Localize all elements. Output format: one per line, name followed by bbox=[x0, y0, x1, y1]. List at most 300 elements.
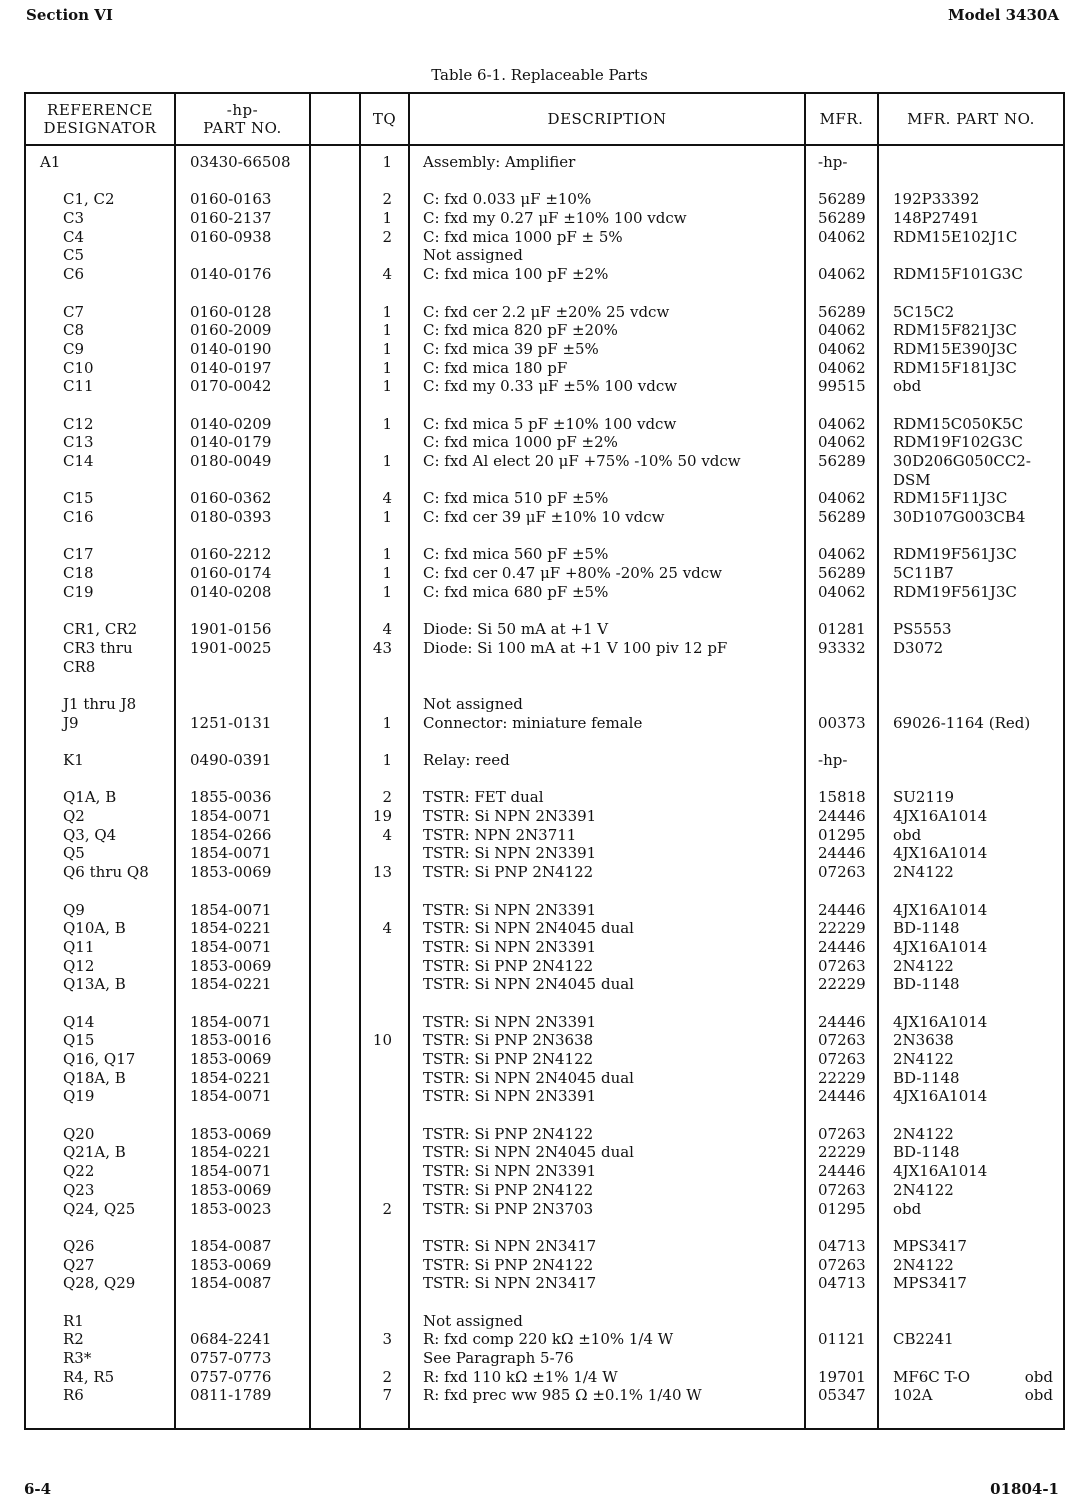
page-number: 6-4 bbox=[24, 1480, 52, 1498]
col-header-tq: TQ bbox=[372, 110, 397, 128]
cell-reference: C17 bbox=[63, 545, 94, 564]
cell-hp-part-no: 1854-0266 bbox=[190, 825, 272, 844]
cell-mfr: 56289 bbox=[818, 508, 866, 527]
cell-hp-part-no: 0170-0042 bbox=[190, 377, 272, 396]
cell-description: TSTR: Si NPN 2N3391 bbox=[423, 937, 597, 956]
spacer-row bbox=[26, 1218, 1063, 1237]
cell-description: TSTR: Si NPN 2N3391 bbox=[423, 1162, 597, 1181]
cell-description: C: fxd mica 100 pF ±2% bbox=[423, 265, 609, 284]
table-row bbox=[26, 1181, 1063, 1200]
table-row bbox=[26, 228, 1063, 247]
cell-mfr-part-no: 30D206G050CC2- bbox=[893, 452, 1031, 470]
table-row bbox=[26, 901, 1063, 920]
cell-mfr: 24446 bbox=[818, 937, 866, 956]
table-row bbox=[26, 359, 1063, 378]
cell-mfr-part-no: RDM19F102G3C bbox=[893, 433, 1023, 452]
cell-mfr-part-no: 4JX16A1014 bbox=[893, 1162, 988, 1181]
cell-hp-part-no: 1853-0016 bbox=[190, 1031, 272, 1050]
cell-reference: C15 bbox=[63, 489, 94, 508]
table-row bbox=[26, 1368, 1063, 1387]
cell-description: TSTR: Si PNP 2N4122 bbox=[423, 956, 594, 975]
cell-tq: 1 bbox=[382, 713, 392, 732]
cell-mfr-part-no: 2N3638 bbox=[893, 1031, 954, 1050]
cell-mfr-part-no: RDM19F561J3C bbox=[893, 545, 1017, 564]
table-row bbox=[26, 1330, 1063, 1349]
cell-reference: C13 bbox=[63, 433, 94, 452]
cell-mfr-part-no: obd bbox=[893, 1199, 922, 1218]
cell-mfr-part-no: 4JX16A1014 bbox=[893, 844, 988, 863]
cell-tq: 1 bbox=[382, 508, 392, 527]
cell-reference: C3 bbox=[63, 209, 85, 228]
cell-tq: 1 bbox=[382, 751, 392, 769]
cell-description: R: fxd 110 kΩ ±1% 1/4 W bbox=[423, 1367, 618, 1386]
cell-mfr: 24446 bbox=[818, 807, 866, 826]
cell-mfr-part-no: 2N4122 bbox=[893, 956, 954, 975]
cell-reference: R1 bbox=[63, 1311, 84, 1330]
cell-tq: 2 bbox=[382, 788, 392, 807]
cell-hp-part-no: 1854-0087 bbox=[190, 1274, 272, 1293]
cell-description: Diode: Si 100 mA at +1 V 100 piv 12 pF bbox=[423, 638, 728, 657]
spacer-row bbox=[26, 284, 1063, 303]
cell-reference: C9 bbox=[63, 339, 85, 358]
cell-mfr: 04062 bbox=[818, 433, 866, 452]
cell-mfr: 07263 bbox=[818, 863, 866, 882]
cell-mfr: 07263 bbox=[818, 1050, 866, 1068]
table-body bbox=[26, 153, 1063, 1405]
cell-reference: Q12 bbox=[63, 956, 95, 975]
table-row bbox=[26, 340, 1063, 359]
cell-description: TSTR: Si NPN 2N4045 dual bbox=[423, 1143, 634, 1162]
cell-description: C: fxd my 0.33 μF ±5% 100 vdcw bbox=[423, 377, 678, 396]
cell-mfr: 22229 bbox=[818, 975, 866, 994]
cell-reference: Q16, Q17 bbox=[63, 1050, 136, 1068]
table-row bbox=[26, 826, 1063, 845]
cell-reference: R3* bbox=[63, 1349, 92, 1367]
cell-mfr-part-no: MPS3417 bbox=[893, 1274, 967, 1293]
cell-tq: 19 bbox=[372, 807, 392, 826]
cell-tq: 2 bbox=[382, 190, 392, 209]
cell-mfr: 56289 bbox=[818, 209, 866, 228]
table-row bbox=[26, 807, 1063, 826]
cell-mfr-part-no: BD-1148 bbox=[893, 1143, 960, 1162]
table-row bbox=[26, 751, 1063, 770]
cell-description: TSTR: Si NPN 2N3391 bbox=[423, 1012, 597, 1031]
spacer-row bbox=[26, 172, 1063, 191]
table-row bbox=[26, 265, 1063, 284]
cell-mfr: 24446 bbox=[818, 1087, 866, 1106]
cell-hp-part-no: 0160-0128 bbox=[190, 302, 272, 321]
cell-mfr: 24446 bbox=[818, 1012, 866, 1031]
cell-tq: 4 bbox=[382, 620, 392, 639]
cell-hp-part-no: 0811-1789 bbox=[190, 1386, 272, 1405]
cell-mfr: 22229 bbox=[818, 1143, 866, 1162]
cell-mfr: 24446 bbox=[818, 1162, 866, 1181]
cell-hp-part-no: 1854-0071 bbox=[190, 1012, 272, 1031]
cell-mfr-part-no: 148P27491 bbox=[893, 209, 980, 228]
table-row bbox=[26, 863, 1063, 882]
cell-description: TSTR: Si NPN 2N3391 bbox=[423, 1087, 597, 1106]
cell-mfr-part-no: MPS3417 bbox=[893, 1236, 967, 1255]
table-row bbox=[26, 788, 1063, 807]
cell-reference: R4, R5 bbox=[63, 1367, 115, 1386]
cell-mfr: 56289 bbox=[818, 564, 866, 583]
parts-table bbox=[24, 92, 1065, 1430]
cell-description: C: fxd mica 39 pF ±5% bbox=[423, 339, 599, 358]
cell-mfr-part-no: 5C15C2 bbox=[893, 302, 955, 321]
cell-tq: 1 bbox=[382, 564, 392, 583]
cell-mfr-part-no: 2N4122 bbox=[893, 1124, 954, 1143]
cell-hp-part-no: 0140-0209 bbox=[190, 414, 272, 433]
cell-mfr: 56289 bbox=[818, 302, 866, 321]
header-divider bbox=[26, 144, 1063, 146]
cell-mfr-part-no: BD-1148 bbox=[893, 919, 960, 938]
cell-mfr-part-no: 5C11B7 bbox=[893, 564, 954, 583]
cell-mfr-part-no: MF6C T-O bbox=[893, 1367, 970, 1386]
cell-hp-part-no: 1854-0221 bbox=[190, 975, 272, 994]
spacer-row bbox=[26, 396, 1063, 415]
cell-mfr: 99515 bbox=[818, 377, 866, 396]
cell-hp-part-no: 0160-0163 bbox=[190, 190, 272, 209]
cell-reference: Q9 bbox=[63, 900, 85, 919]
cell-mfr: 22229 bbox=[818, 1068, 866, 1087]
cell-reference: Q22 bbox=[63, 1162, 95, 1181]
cell-description: TSTR: Si PNP 2N4122 bbox=[423, 863, 594, 882]
cell-hp-part-no: 0160-2212 bbox=[190, 545, 272, 564]
cell-mfr: 07263 bbox=[818, 1031, 866, 1050]
cell-hp-part-no: 0140-0176 bbox=[190, 265, 272, 284]
cell-description: C: fxd mica 510 pF ±5% bbox=[423, 489, 609, 508]
cell-reference: C8 bbox=[63, 321, 85, 340]
cell-description: Relay: reed bbox=[423, 751, 510, 769]
cell-hp-part-no: 0180-0049 bbox=[190, 452, 272, 470]
table-row bbox=[26, 1087, 1063, 1106]
cell-tq: 3 bbox=[382, 1330, 392, 1349]
section-label: Section VI bbox=[26, 6, 113, 24]
col-header-description: DESCRIPTION bbox=[547, 110, 667, 128]
spacer-row bbox=[26, 1293, 1063, 1312]
cell-hp-part-no: 1853-0023 bbox=[190, 1199, 272, 1218]
cell-mfr: 19701 bbox=[818, 1367, 866, 1386]
cell-tq: 13 bbox=[372, 863, 392, 882]
cell-reference: C19 bbox=[63, 582, 94, 601]
cell-hp-part-no: 1901-0025 bbox=[190, 638, 272, 657]
cell-hp-part-no: 1855-0036 bbox=[190, 788, 272, 807]
cell-hp-part-no: 0140-0179 bbox=[190, 433, 272, 452]
table-row bbox=[26, 1256, 1063, 1275]
cell-tq: 1 bbox=[382, 321, 392, 340]
table-row bbox=[26, 1200, 1063, 1219]
cell-reference: R6 bbox=[63, 1386, 84, 1405]
cell-reference: Q23 bbox=[63, 1180, 95, 1199]
cell-hp-part-no: 1853-0069 bbox=[190, 1180, 272, 1199]
table-row bbox=[26, 714, 1063, 733]
cell-mfr-part-no: D3072 bbox=[893, 638, 944, 657]
cell-hp-part-no: 1854-0071 bbox=[190, 1162, 272, 1181]
cell-mfr: 93332 bbox=[818, 638, 866, 657]
cell-tq: 10 bbox=[372, 1031, 392, 1050]
document-number: 01804-1 bbox=[990, 1480, 1059, 1498]
cell-description: C: fxd mica 1000 pF ± 5% bbox=[423, 227, 623, 246]
cell-description: C: fxd Al elect 20 μF +75% -10% 50 vdcw bbox=[423, 452, 741, 470]
cell-mfr: 04062 bbox=[818, 339, 866, 358]
cell-mfr-part-no: 4JX16A1014 bbox=[893, 937, 988, 956]
cell-description: Not assigned bbox=[423, 246, 523, 265]
cell-reference: Q24, Q25 bbox=[63, 1199, 136, 1218]
cell-reference: A1 bbox=[40, 153, 61, 171]
cell-description: TSTR: Si PNP 2N3638 bbox=[423, 1031, 594, 1050]
cell-tq: 2 bbox=[382, 1199, 392, 1218]
cell-mfr: 04713 bbox=[818, 1236, 866, 1255]
cell-reference: Q26 bbox=[63, 1236, 95, 1255]
col-header-mfr: MFR. bbox=[819, 110, 864, 128]
cell-hp-part-no: 0160-0362 bbox=[190, 489, 272, 508]
cell-mfr: 04062 bbox=[818, 321, 866, 340]
cell-description: TSTR: Si PNP 2N3703 bbox=[423, 1199, 594, 1218]
cell-reference: Q10A, B bbox=[63, 919, 126, 938]
cell-mfr: 04062 bbox=[818, 265, 866, 284]
table-row bbox=[26, 471, 1063, 490]
cell-description: R: fxd prec ww 985 Ω ±0.1% 1/40 W bbox=[423, 1386, 702, 1405]
cell-mfr-part-no: 192P33392 bbox=[893, 190, 980, 209]
cell-reference: J9 bbox=[63, 713, 79, 732]
cell-mfr-part-no: BD-1148 bbox=[893, 1068, 960, 1087]
cell-hp-part-no: 1854-0071 bbox=[190, 844, 272, 863]
cell-description: C: fxd mica 5 pF ±10% 100 vdcw bbox=[423, 414, 677, 433]
spacer-row bbox=[26, 676, 1063, 695]
cell-hp-part-no: 0140-0208 bbox=[190, 582, 272, 601]
cell-description: Not assigned bbox=[423, 694, 523, 713]
cell-hp-part-no: 0757-0776 bbox=[190, 1367, 272, 1386]
cell-hp-part-no: 1853-0069 bbox=[190, 956, 272, 975]
cell-reference: C7 bbox=[63, 302, 85, 321]
cell-reference: C16 bbox=[63, 508, 94, 527]
cell-mfr-part-no: RDM15C050K5C bbox=[893, 414, 1024, 433]
cell-reference: Q15 bbox=[63, 1031, 95, 1050]
cell-hp-part-no: 0180-0393 bbox=[190, 508, 272, 527]
table-row bbox=[26, 246, 1063, 265]
cell-hp-part-no: 0140-0190 bbox=[190, 339, 272, 358]
table-row bbox=[26, 1069, 1063, 1088]
table-row bbox=[26, 639, 1063, 658]
cell-description: TSTR: Si PNP 2N4122 bbox=[423, 1255, 594, 1274]
cell-mfr: 04062 bbox=[818, 358, 866, 377]
table-row bbox=[26, 415, 1063, 434]
cell-hp-part-no: 0140-0197 bbox=[190, 358, 272, 377]
table-row bbox=[26, 209, 1063, 228]
cell-reference: R2 bbox=[63, 1330, 84, 1349]
cell-description: R: fxd comp 220 kΩ ±10% 1/4 W bbox=[423, 1330, 674, 1349]
cell-hp-part-no: 0160-2009 bbox=[190, 321, 272, 340]
table-row bbox=[26, 695, 1063, 714]
cell-description: C: fxd mica 820 pF ±20% bbox=[423, 321, 618, 340]
table-row bbox=[26, 508, 1063, 527]
table-row bbox=[26, 957, 1063, 976]
cell-hp-part-no: 0757-0773 bbox=[190, 1349, 272, 1367]
cell-description: TSTR: Si NPN 2N3391 bbox=[423, 844, 597, 863]
cell-hp-part-no: 0160-0174 bbox=[190, 564, 272, 583]
cell-description: TSTR: Si PNP 2N4122 bbox=[423, 1180, 594, 1199]
cell-hp-part-no: 03430-66508 bbox=[190, 153, 291, 171]
table-row bbox=[26, 620, 1063, 639]
cell-reference: C18 bbox=[63, 564, 94, 583]
cell-reference: J1 thru J8 bbox=[63, 694, 137, 713]
cell-mfr: 04062 bbox=[818, 545, 866, 564]
cell-mfr-part-no: RDM15E390J3C bbox=[893, 339, 1018, 358]
cell-description: C: fxd mica 1000 pF ±2% bbox=[423, 433, 618, 452]
spacer-row bbox=[26, 602, 1063, 621]
cell-mfr: 01281 bbox=[818, 620, 866, 639]
cell-mfr: 04713 bbox=[818, 1274, 866, 1293]
cell-tq: 1 bbox=[382, 302, 392, 321]
cell-reference: CR3 thru bbox=[63, 638, 133, 657]
cell-tq: 1 bbox=[382, 153, 392, 171]
cell-tq: 1 bbox=[382, 414, 392, 433]
cell-mfr: 01121 bbox=[818, 1330, 866, 1349]
cell-description: C: fxd my 0.27 μF ±10% 100 vdcw bbox=[423, 209, 687, 228]
cell-description: Not assigned bbox=[423, 1311, 523, 1330]
cell-tq: 4 bbox=[382, 919, 392, 938]
col-header-reference: REFERENCE DESIGNATOR bbox=[43, 101, 157, 137]
cell-hp-part-no: 0684-2241 bbox=[190, 1330, 272, 1349]
cell-mfr: 07263 bbox=[818, 1180, 866, 1199]
cell-reference: Q2 bbox=[63, 807, 85, 826]
cell-reference: C5 bbox=[63, 246, 85, 265]
spacer-row bbox=[26, 732, 1063, 751]
cell-description: C: fxd mica 560 pF ±5% bbox=[423, 545, 609, 564]
table-row bbox=[26, 303, 1063, 322]
cell-hp-part-no: 1853-0069 bbox=[190, 863, 272, 882]
cell-mfr-part-no: DSM bbox=[893, 470, 931, 489]
table-title: Table 6-1. Replaceable Parts bbox=[431, 66, 648, 84]
cell-mfr-part-no: RDM15F101G3C bbox=[893, 265, 1023, 284]
cell-mfr: 56289 bbox=[818, 190, 866, 209]
cell-reference: C11 bbox=[63, 377, 94, 396]
table-row bbox=[26, 1031, 1063, 1050]
table-row bbox=[26, 452, 1063, 471]
cell-mfr: 04062 bbox=[818, 582, 866, 601]
cell-tq: 1 bbox=[382, 377, 392, 396]
cell-description: TSTR: Si NPN 2N4045 dual bbox=[423, 1068, 634, 1087]
cell-hp-part-no: 1853-0069 bbox=[190, 1124, 272, 1143]
cell-mfr: -hp- bbox=[818, 751, 848, 769]
cell-reference: Q21A, B bbox=[63, 1143, 126, 1162]
cell-description: C: fxd 0.033 μF ±10% bbox=[423, 190, 592, 209]
cell-reference: C12 bbox=[63, 414, 94, 433]
cell-mfr-part-no: 4JX16A1014 bbox=[893, 900, 988, 919]
cell-description: TSTR: Si PNP 2N4122 bbox=[423, 1050, 594, 1068]
cell-description: C: fxd cer 2.2 μF ±20% 25 vdcw bbox=[423, 302, 670, 321]
cell-mfr-part-no: 2N4122 bbox=[893, 863, 954, 882]
cell-mfr-part-no: 2N4122 bbox=[893, 1180, 954, 1199]
cell-mfr: 07263 bbox=[818, 1255, 866, 1274]
cell-mfr-part-no: BD-1148 bbox=[893, 975, 960, 994]
cell-mfr-part-no: 4JX16A1014 bbox=[893, 1012, 988, 1031]
col-header-mfr-part: MFR. PART NO. bbox=[907, 110, 1035, 128]
cell-tq: 43 bbox=[372, 638, 392, 657]
cell-mfr-part-no: RDM15F181J3C bbox=[893, 358, 1017, 377]
cell-mfr-part-no: SU2119 bbox=[893, 788, 955, 807]
table-row bbox=[26, 153, 1063, 172]
cell-reference: Q20 bbox=[63, 1124, 95, 1143]
cell-reference: C1, C2 bbox=[63, 190, 115, 209]
table-row bbox=[26, 377, 1063, 396]
cell-tq: 7 bbox=[382, 1386, 392, 1405]
table-row bbox=[26, 564, 1063, 583]
cell-description: C: fxd cer 0.47 μF +80% -20% 25 vdcw bbox=[423, 564, 723, 583]
cell-hp-part-no: 1854-0087 bbox=[190, 1236, 272, 1255]
spacer-row bbox=[26, 770, 1063, 789]
col-header-hp-part: -hp- PART NO. bbox=[203, 101, 282, 137]
cell-tq: 1 bbox=[382, 582, 392, 601]
table-row bbox=[26, 844, 1063, 863]
cell-description: TSTR: Si NPN 2N3417 bbox=[423, 1274, 597, 1293]
cell-reference: Q28, Q29 bbox=[63, 1274, 136, 1293]
table-row bbox=[26, 489, 1063, 508]
cell-mfr: 07263 bbox=[818, 956, 866, 975]
cell-mfr: 24446 bbox=[818, 844, 866, 863]
cell-hp-part-no: 0160-2137 bbox=[190, 209, 272, 228]
table-row bbox=[26, 975, 1063, 994]
cell-tq: 1 bbox=[382, 209, 392, 228]
table-row bbox=[26, 1162, 1063, 1181]
cell-tq: 1 bbox=[382, 358, 392, 377]
cell-tq: 1 bbox=[382, 545, 392, 564]
cell-description: TSTR: Si NPN 2N4045 dual bbox=[423, 975, 634, 994]
cell-mfr-part-no: obd bbox=[893, 825, 922, 844]
cell-tq: 4 bbox=[382, 489, 392, 508]
cell-description: TSTR: Si NPN 2N3391 bbox=[423, 900, 597, 919]
cell-reference: Q1A, B bbox=[63, 788, 117, 807]
cell-reference: Q13A, B bbox=[63, 975, 126, 994]
cell-mfr: 04062 bbox=[818, 414, 866, 433]
cell-mfr-part-no: PS5553 bbox=[893, 620, 952, 639]
cell-tq: 2 bbox=[382, 227, 392, 246]
cell-reference: Q11 bbox=[63, 937, 95, 956]
cell-mfr-part-no: CB2241 bbox=[893, 1330, 954, 1349]
table-row bbox=[26, 545, 1063, 564]
spacer-row bbox=[26, 994, 1063, 1013]
cell-reference: Q6 thru Q8 bbox=[63, 863, 149, 882]
cell-hp-part-no: 1854-0071 bbox=[190, 807, 272, 826]
cell-reference: C14 bbox=[63, 452, 94, 470]
cell-hp-part-no: 1854-0221 bbox=[190, 919, 272, 938]
cell-tq: 1 bbox=[382, 339, 392, 358]
spacer-row bbox=[26, 527, 1063, 546]
cell-description: TSTR: Si NPN 2N3417 bbox=[423, 1236, 597, 1255]
spacer-row bbox=[26, 882, 1063, 901]
cell-description: Assembly: Amplifier bbox=[423, 153, 576, 171]
cell-hp-part-no: 1853-0069 bbox=[190, 1050, 272, 1068]
cell-description: TSTR: Si NPN 2N3391 bbox=[423, 807, 597, 826]
table-row bbox=[26, 1349, 1063, 1368]
cell-mfr: 56289 bbox=[818, 452, 866, 470]
cell-mfr-part-no: RDM15F11J3C bbox=[893, 489, 1008, 508]
cell-reference: K1 bbox=[63, 751, 84, 769]
cell-mfr: 04062 bbox=[818, 227, 866, 246]
table-row bbox=[26, 583, 1063, 602]
table-row bbox=[26, 1237, 1063, 1256]
cell-mfr: 22229 bbox=[818, 919, 866, 938]
cell-mfr-part-no: RDM19F561J3C bbox=[893, 582, 1017, 601]
cell-note: obd bbox=[1024, 1367, 1053, 1386]
cell-reference: C10 bbox=[63, 358, 94, 377]
cell-description: Diode: Si 50 mA at +1 V bbox=[423, 620, 609, 639]
cell-reference: C6 bbox=[63, 265, 85, 284]
cell-description: TSTR: FET dual bbox=[423, 788, 544, 807]
table-row bbox=[26, 433, 1063, 452]
cell-tq: 4 bbox=[382, 265, 392, 284]
cell-reference: CR1, CR2 bbox=[63, 620, 138, 639]
